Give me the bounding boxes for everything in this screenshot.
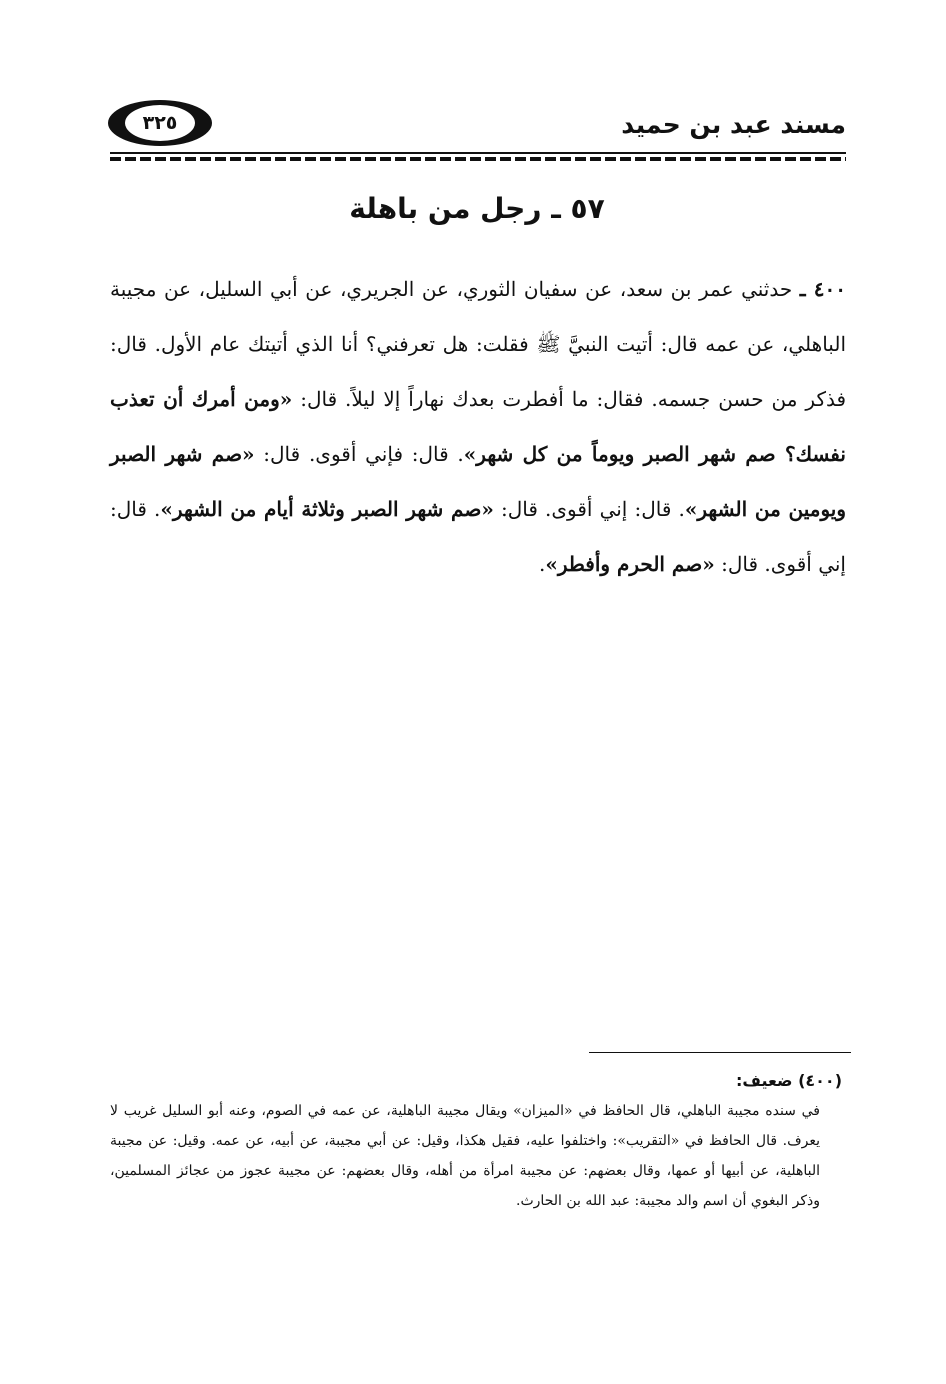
header-rule bbox=[110, 152, 846, 154]
hadith-narration: حدثني عمر بن سعد، عن سفيان الثوري، عن الجريري، عن أبي السليل، عن مجيبة الباهلي، عن عمه قال: أتيت النبيَّ ﷺ فقلت: هل تعرفني؟ أنا الذي أتيتك عام الأول. قال: فذكر من حسن جسمه. فقال: ما أفطرت بعدك نهاراً إلا ليلاً. قال: bbox=[110, 277, 847, 411]
page-number-badge bbox=[108, 100, 212, 146]
hadith-text bbox=[110, 262, 846, 592]
footnote-separator bbox=[589, 1052, 851, 1053]
footnote-title: (٤٠٠) ضعيف: bbox=[736, 1071, 842, 1090]
hadith-number: ٤٠٠ ـ bbox=[799, 277, 847, 301]
hadith-quote: «ومن أمرك أن تعذب نفسك؟ صم شهر الصبر ويوماً من كل شهر» bbox=[110, 387, 846, 466]
hadith-quote: «صم الحرم وأفطر» bbox=[545, 552, 715, 576]
chapter-title: ٥٧ ـ رجل من باهلة bbox=[349, 192, 605, 225]
header-dashed-rule bbox=[110, 157, 846, 161]
footnotes bbox=[110, 1066, 846, 1216]
hadith-narration: . قال: فإني أقوى. قال: bbox=[263, 442, 464, 466]
footnote-body: في سنده مجيبة الباهلي، قال الحافظ في «الميزان» ويقال مجيبة الباهلية، عن عمه في الصوم، وعنه أبو السليل غريب لا يعرف. قال الحافظ في «التقريب»: واختلفوا عليه، فقيل هكذا، وقيل: عن أبي مجيبة، عن أبيه، عن عمه. وقيل: عن مجيبة الباهلية، عن أبيها أو عمها، وقال بعضهم: عن مجيبة امرأة من أهله، وقال بعضهم: عن مجيبة عجوز من عجائز المسلمين، وذكر البغوي أن اسم والد مجيبة: عبد الله بن الحارث. bbox=[110, 1103, 820, 1209]
page-header bbox=[108, 100, 846, 152]
page-number: ٣٢٥ bbox=[125, 105, 195, 141]
hadith-narration: . قال: إني أقوى. قال: bbox=[500, 497, 685, 521]
hadith-quote: «صم شهر الصبر وثلاثة أيام من الشهر» bbox=[160, 497, 494, 521]
hadith-narration: . قال: إني أقوى. قال: bbox=[110, 497, 846, 576]
hadith-narration: . bbox=[538, 552, 546, 576]
book-title: مسند عبد بن حميد bbox=[621, 110, 846, 139]
hadith-quote: «صم شهر الصبر ويومين من الشهر» bbox=[110, 442, 847, 521]
